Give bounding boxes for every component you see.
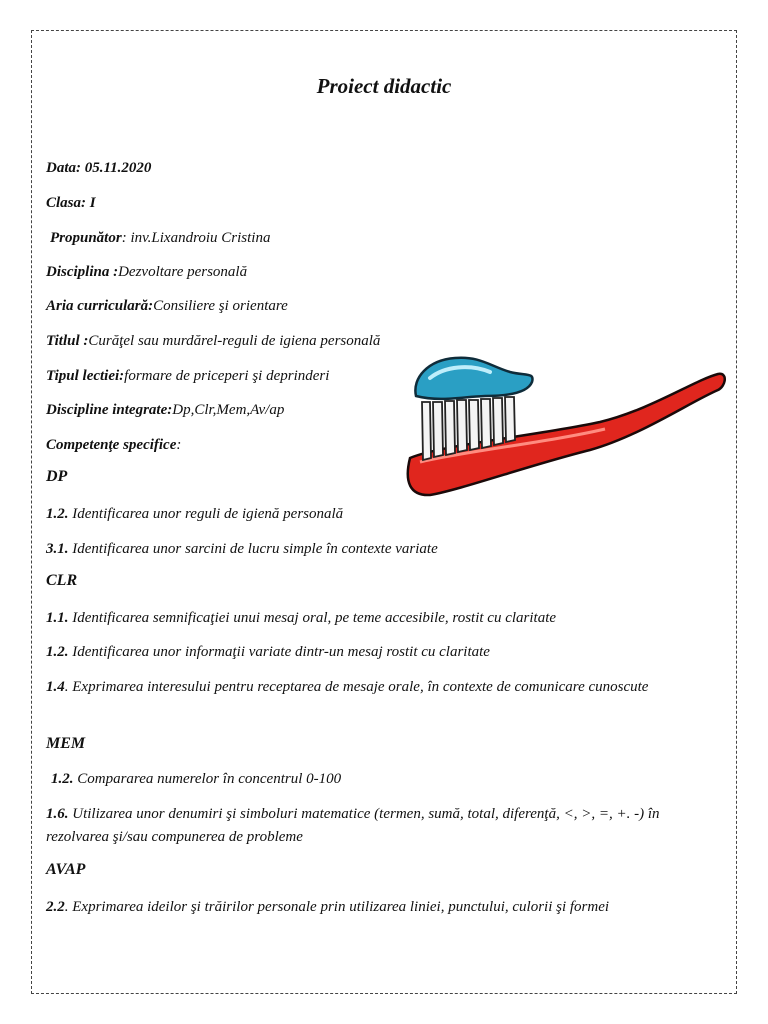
field-label: Propunător <box>50 230 122 246</box>
field-value: Dp,Clr,Mem,Av/ap <box>172 402 285 418</box>
field-prefix: inv. <box>130 230 152 246</box>
field-value: I <box>89 195 96 211</box>
competence-item: 1.2. Compararea numerelor în concentrul 0-100 <box>51 771 342 787</box>
competence-item: 3.1. Identificarea unor sarcini de lucru simple în contexte variate <box>46 541 438 557</box>
toothbrush-icon <box>400 350 730 505</box>
field-label: Clasa <box>46 195 82 211</box>
field-value: Lixandroiu Cristina <box>151 230 271 246</box>
competence-item: 1.6. Utilizarea unor denumiri şi simboluri matematice (termen, sumă, total, diferenţă, <, >, =, +. -) în rezolvarea şi/sau compunerea de probleme <box>46 806 660 845</box>
field-value: formare de priceperi şi deprinderi <box>124 368 330 384</box>
field-label: Disciplina : <box>46 264 119 280</box>
field-label: Competenţe specifice <box>46 437 177 453</box>
section-heading-avap: AVAP <box>46 861 86 878</box>
field-tipul <box>46 365 329 388</box>
field-label: Titlul : <box>46 333 89 349</box>
section-heading-mem: MEM <box>46 735 86 752</box>
field-propunator: Propunător: inv.Lixandroiu Cristina <box>50 230 271 246</box>
field-aria <box>46 295 288 318</box>
competence-item: 1.2. Identificarea unor reguli de igienă personală <box>46 506 344 522</box>
field-titlul <box>46 330 380 353</box>
competence-item: 2.2. Exprimarea ideilor şi trăirilor personale prin utilizarea liniei, punctului, culorii şi formei <box>46 899 610 915</box>
field-discipline-integrate <box>46 399 284 422</box>
section-heading-clr: CLR <box>46 572 78 589</box>
field-data: Data: 05.11.2020 <box>46 160 152 176</box>
page-title: Proiect didactic <box>316 74 452 98</box>
field-value: Dezvoltare personală <box>118 264 248 280</box>
competence-item: 1.4. Exprimarea interesului pentru receptarea de mesaje orale, în contexte de comunicare cunoscute <box>46 679 649 695</box>
field-label: Data <box>46 160 76 176</box>
competence-item: 1.2. Identificarea unor informaţii variate dintr-un mesaj rostit cu claritate <box>46 644 490 660</box>
field-value: Consiliere şi orientare <box>153 298 288 314</box>
field-clasa: Clasa: I <box>46 195 96 211</box>
section-heading-dp: DP <box>46 468 68 485</box>
field-value: 05.11.2020 <box>84 160 152 176</box>
field-label: Tipul lectiei: <box>46 368 125 384</box>
field-label: Aria curriculară: <box>46 298 154 314</box>
field-competente: Competenţe specifice: <box>46 437 182 453</box>
field-disciplina <box>46 261 247 284</box>
competence-item: 1.1. Identificarea semnificaţiei unui mesaj oral, pe teme accesibile, rostit cu claritate <box>46 610 557 626</box>
field-label: Discipline integrate: <box>46 402 173 418</box>
field-value: Curăţel sau murdărel-reguli de igiena personală <box>88 333 381 349</box>
